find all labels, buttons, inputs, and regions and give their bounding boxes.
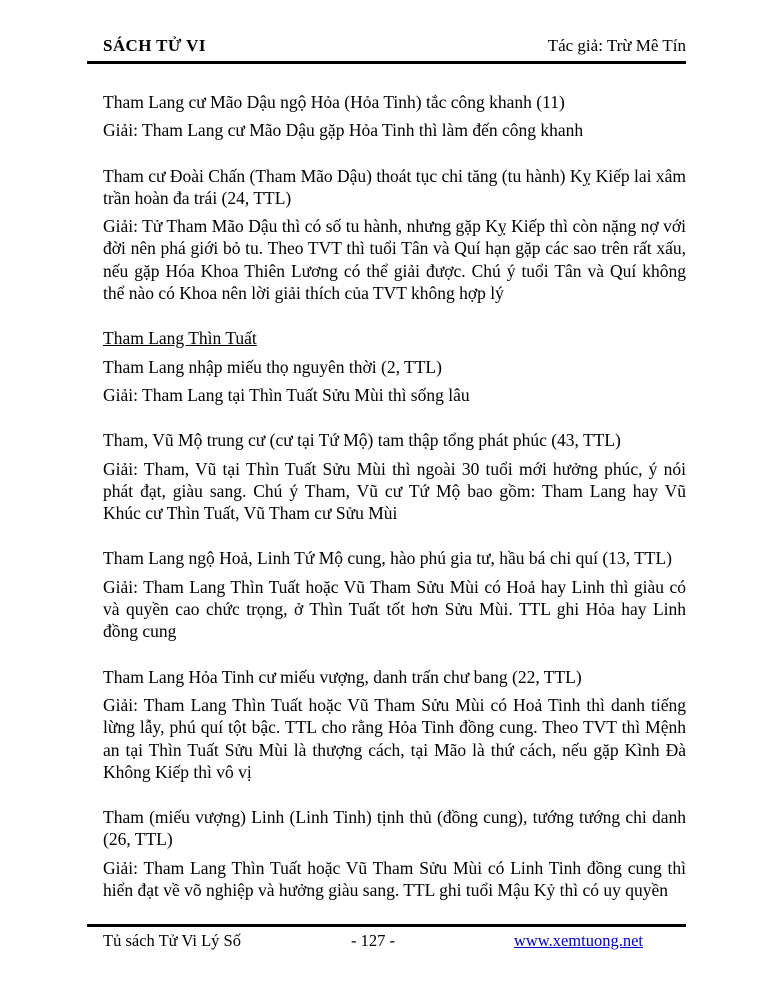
author-credit: Tác giả: Trừ Mê Tín	[547, 36, 686, 55]
verse-line: Tham Lang Hỏa Tinh cư miếu vượng, danh trấn chư bang (22, TTL)	[103, 666, 582, 687]
page-footer	[87, 924, 686, 951]
page-header	[87, 36, 686, 64]
explanation-paragraph: Giải: Tham, Vũ tại Thìn Tuất Sửu Mùi thì ngoài 30 tuổi mới hưởng phúc, ý nói phát đạt, giàu sang. Chú ý Tham, Vũ cư Tứ Mộ bao gồm: Tham Lang hay Vũ Khúc cư Thìn Tuất, Vũ Tham cư Sửu Mùi	[103, 458, 686, 524]
verse-line: Tham (miếu vượng) Linh (Linh Tinh) tịnh thủ (đồng cung), tướng tướng chi danh (26, TTL)	[103, 807, 686, 850]
verse-line: Tham, Vũ Mộ trung cư (cư tại Tứ Mộ) tam thập tổng phát phúc (43, TTL)	[103, 430, 621, 451]
verse-line: Tham Lang cư Mão Dậu ngộ Hỏa (Hỏa Tinh) tắc công khanh (11)	[103, 92, 565, 112]
explanation-paragraph: Giải: Tham Lang tại Thìn Tuất Sửu Mùi thì sống lâu	[103, 384, 470, 405]
footer-series-title: Tủ sách Tử Vi Lý Số	[103, 931, 241, 950]
explanation-paragraph: Giải: Tử Tham Mão Dậu thì có số tu hành, nhưng gặp Kỵ Kiếp thì còn nặng nợ với đời nên phá giới bỏ tu. Theo TVT thì tuổi Tân và Quí hạn gặp các sao trên rất xấu, nếu gặp Hóa Khoa Thiên Lương có thể giải được. Chú ý tuổi Tân và Quí không thể nào có Khoa nên lời giải thích của TVT không hợp lý	[103, 216, 686, 304]
page-number: - 127 -	[351, 931, 395, 950]
explanation-paragraph: Giải: Tham Lang Thìn Tuất hoặc Vũ Tham Sửu Mùi có Hoả Tinh thì danh tiếng lừng lẫy, phú quí tột bậc. TTL cho rằng Hỏa Tinh đồng cung. Theo TVT thì Mệnh an tại Thìn Tuất Sửu Mùi là thượng cách, tại Mão là thứ cách, nếu gặp Kình Đà Không Kiếp thì vô vị	[103, 694, 686, 782]
page-body	[103, 91, 686, 924]
section-heading: Tham Lang Thìn Tuất	[103, 328, 257, 349]
explanation-paragraph: Giải: Tham Lang Thìn Tuất hoặc Vũ Tham Sửu Mùi có Hoả hay Linh thì giàu có và quyền cao chức trọng, ở Thìn Tuất tốt hơn Sửu Mùi. TTL ghi Hỏa hay Linh đồng cung	[103, 576, 686, 642]
verse-line: Tham Lang nhập miếu thọ nguyên thời (2, TTL)	[103, 356, 442, 377]
verse-line: Tham cư Đoài Chấn (Tham Mão Dậu) thoát tục chi tăng (tu hành) Kỵ Kiếp lai xâm trần hoàn đa trái (24, TTL)	[103, 165, 686, 208]
explanation-paragraph: Giải: Tham Lang Thìn Tuất hoặc Vũ Tham Sửu Mùi có Linh Tinh đồng cung thì hiển đạt về võ nghiệp và hưởng giàu sang. TTL ghi tuổi Mậu Kỷ thì có uy quyền	[103, 857, 686, 901]
book-title: SÁCH TỬ VI	[103, 36, 206, 55]
verse-line: Tham Lang ngộ Hoả, Linh Tứ Mộ cung, hào phú gia tư, hầu bá chi quí (13, TTL)	[103, 548, 672, 569]
website-link[interactable]: www.xemtuong.net	[513, 931, 643, 950]
explanation-paragraph: Giải: Tham Lang cư Mão Dậu gặp Hỏa Tinh thì làm đến công khanh	[103, 120, 584, 141]
